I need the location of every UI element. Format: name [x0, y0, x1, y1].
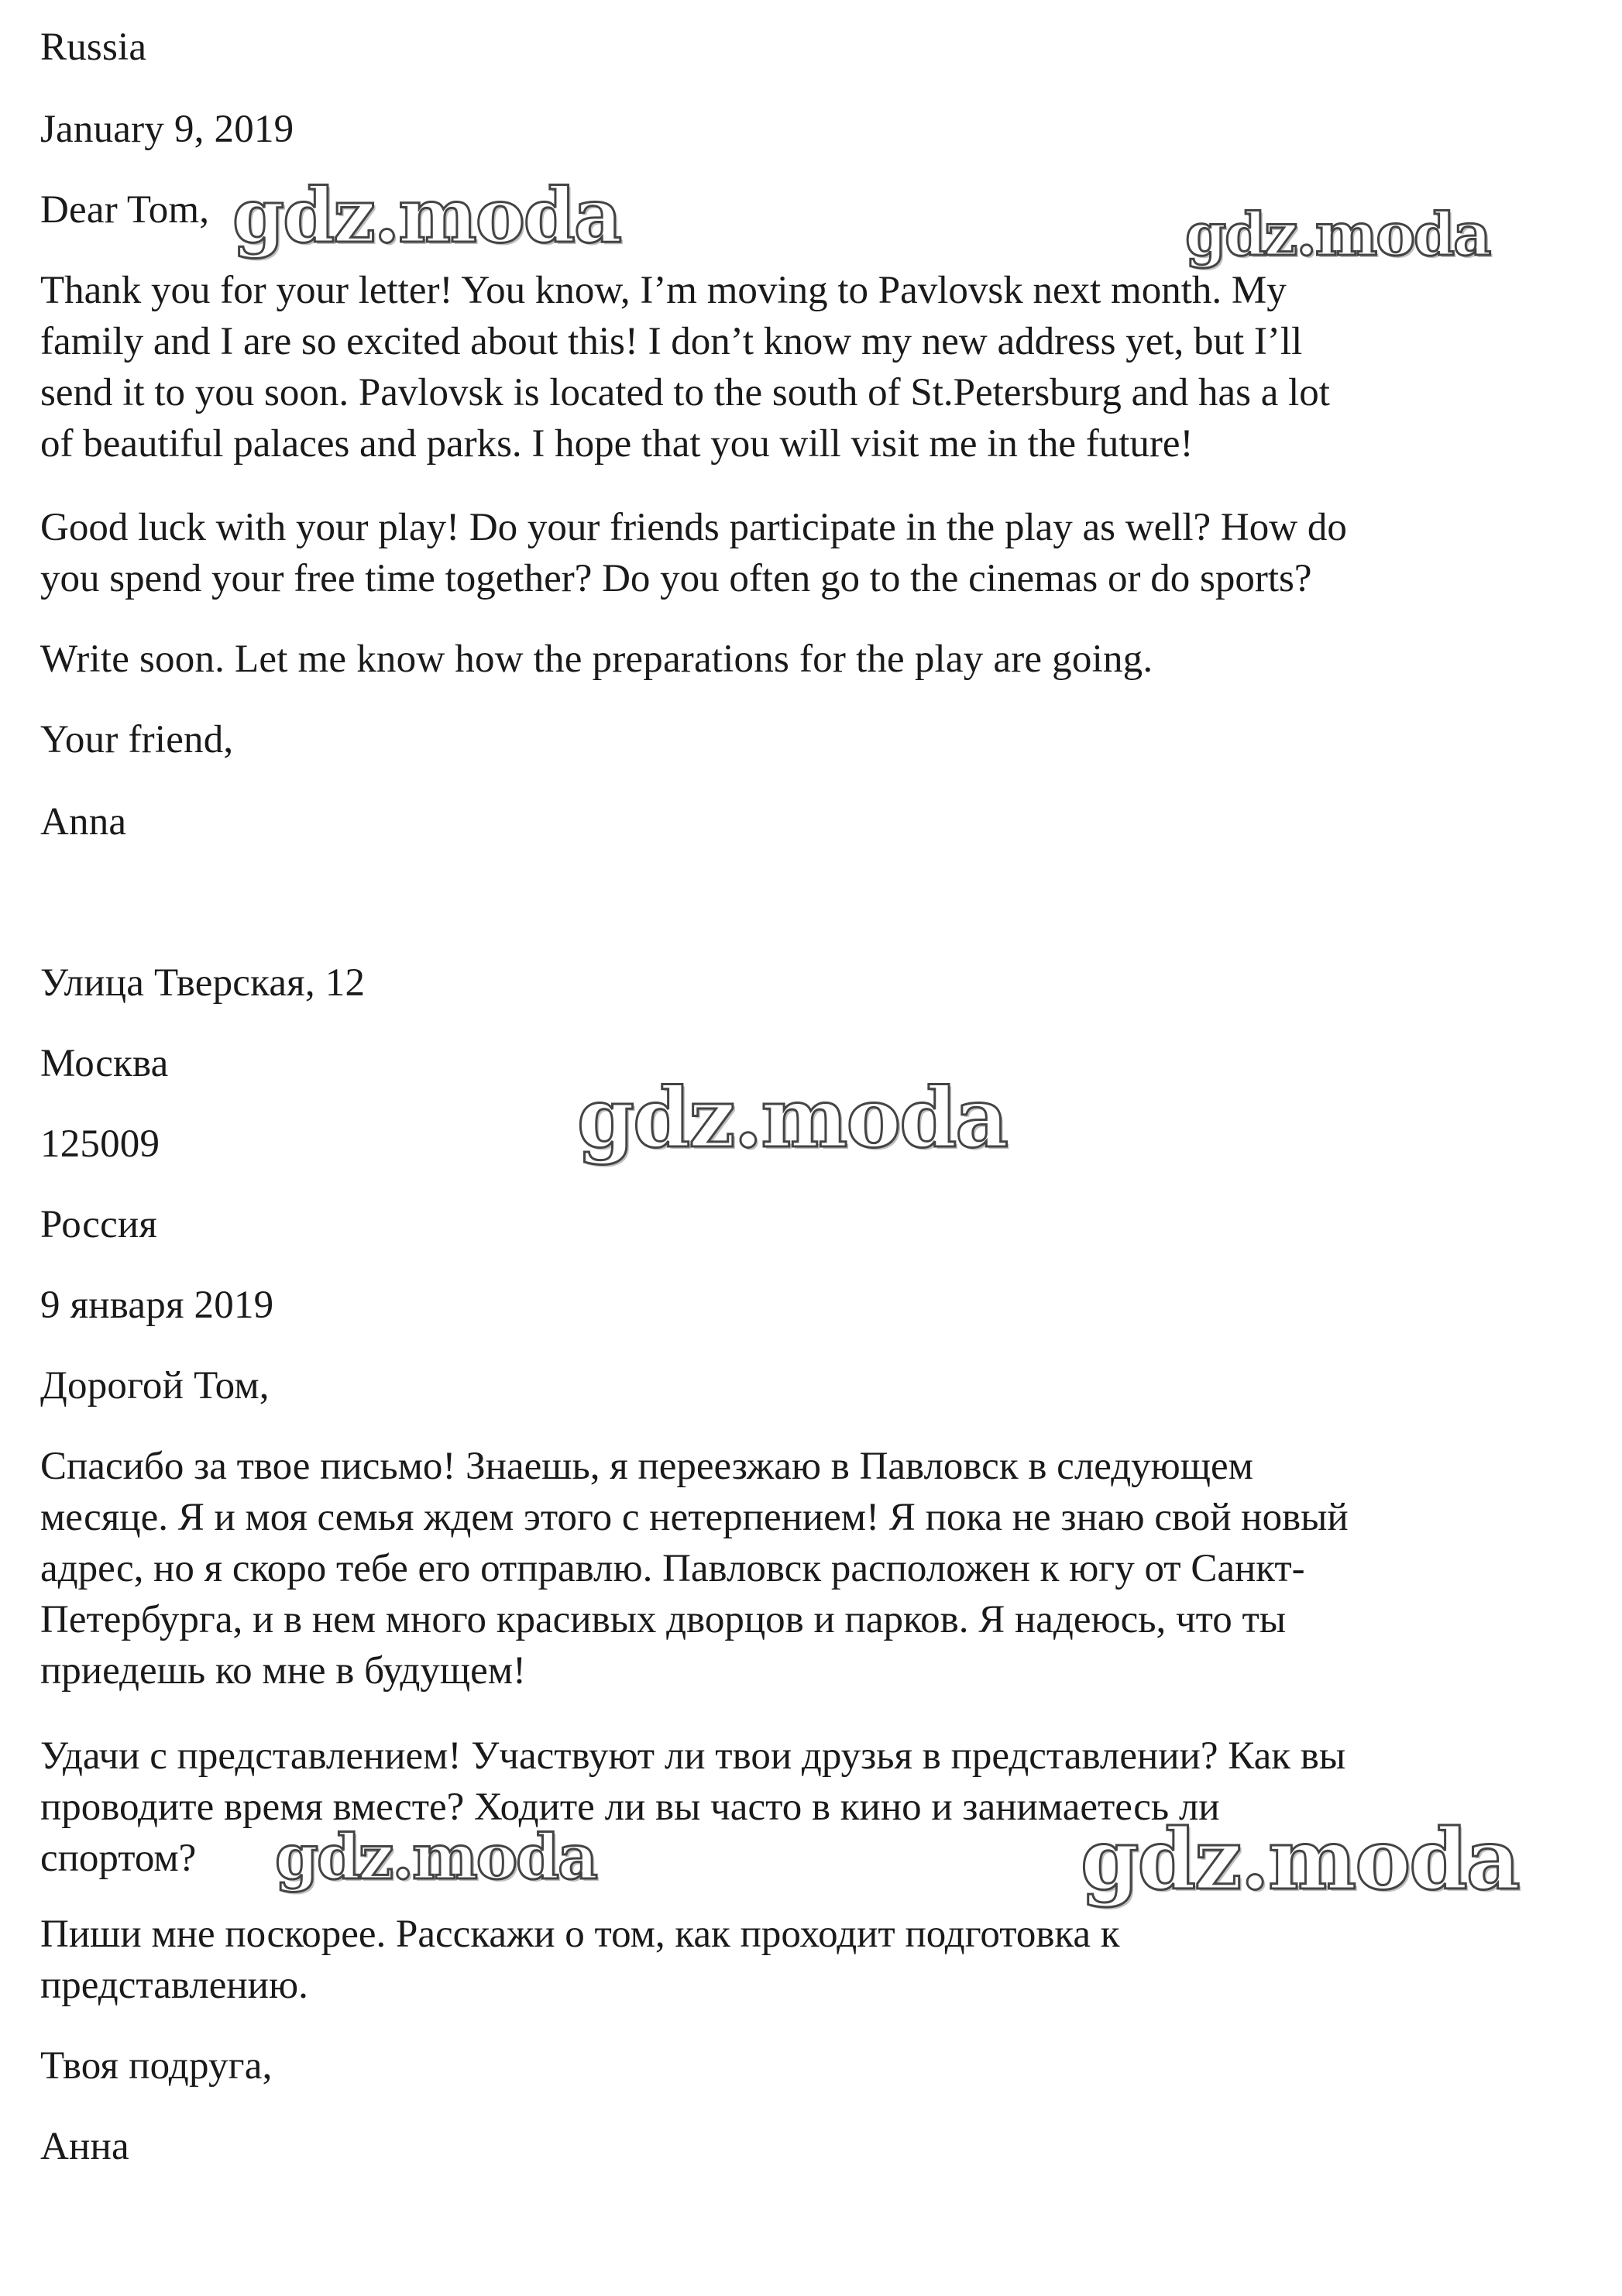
text-line: приедешь ко мне в будущем! [40, 1649, 527, 1693]
text-line: Пиши мне поскорее. Расскажи о том, как проходит подготовка к [40, 1913, 1120, 1956]
letter-closing: Your friend, [40, 718, 234, 761]
text-line: you spend your free time together? Do you often go to the cinemas or do sports? [40, 557, 1312, 600]
text-line: Good luck with your play! Do your friends participate in the play as well? How do [40, 506, 1347, 549]
watermark-logo: gdz.moda [1185, 200, 1490, 269]
letter-country: Russia [40, 26, 147, 69]
text-line: Петербурга, и в нем много красивых дворцов и парков. Я надеюсь, что ты [40, 1598, 1287, 1641]
text-line: проводите время вместе? Ходите ли вы часто в кино и занимаетесь ли [40, 1786, 1220, 1829]
text-line: of beautiful palaces and parks. I hope that you will visit me in the future! [40, 422, 1194, 466]
watermark-logo: gdz.moda [1081, 1811, 1519, 1909]
ru-city: Москва [40, 1042, 169, 1085]
watermark-logo: gdz.moda [232, 172, 621, 260]
text-line: Удачи с представлением! Участвуют ли твои друзья в представлении? Как вы [40, 1734, 1346, 1778]
watermark-logo: gdz.moda [275, 1820, 596, 1893]
text-line: представлению. [40, 1964, 308, 2007]
ru-postcode: 125009 [40, 1122, 160, 1166]
text-line: Спасибо за твое письмо! Знаешь, я переезжаю в Павловск в следующем [40, 1445, 1253, 1488]
ru-date: 9 января 2019 [40, 1284, 274, 1327]
text-line: family and I are so excited about this! I don’t know my new address yet, but I’ll [40, 320, 1303, 363]
letter-signature: Anna [40, 800, 127, 844]
text-line: месяце. Я и моя семья ждем этого с нетерпением! Я пока не знаю свой новый [40, 1496, 1349, 1539]
ru-street: Улица Тверская, 12 [40, 961, 366, 1005]
text-line: send it to you soon. Pavlovsk is located to the south of St.Petersburg and has a lot [40, 371, 1330, 414]
ru-country: Россия [40, 1203, 158, 1246]
letter-paragraph-3: Write soon. Let me know how the preparations for the play are going. [40, 638, 1153, 681]
letter-paragraph-2 [40, 502, 1582, 604]
ru-signature: Анна [40, 2125, 129, 2168]
watermark-logo: gdz.moda [577, 1069, 1007, 1166]
ru-paragraph-3 [40, 1909, 1582, 2011]
ru-paragraph-1 [40, 1441, 1582, 1696]
ru-greeting: Дорогой Том, [40, 1364, 270, 1408]
text-line: Thank you for your letter! You know, I’m moving to Pavlovsk next month. My [40, 269, 1287, 312]
letter-paragraph-1 [40, 265, 1582, 469]
text-line: спортом? [40, 1837, 197, 1880]
ru-closing: Твоя подруга, [40, 2044, 273, 2088]
letter-date: January 9, 2019 [40, 108, 294, 151]
text-line: адрес, но я скоро тебе его отправлю. Павловск расположен к югу от Санкт- [40, 1547, 1305, 1590]
letter-greeting: Dear Tom, [40, 188, 210, 232]
